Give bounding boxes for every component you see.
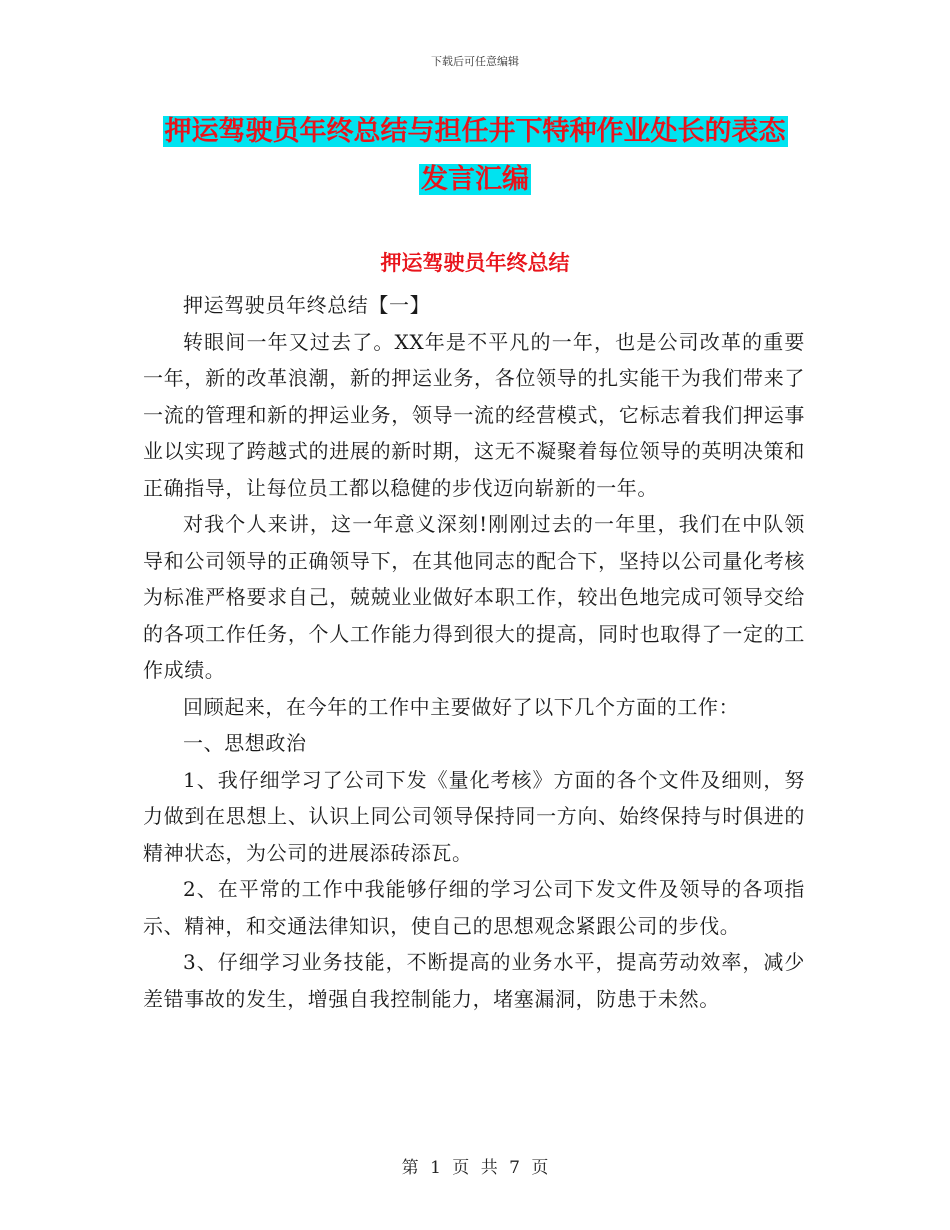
paragraph: 转眼间一年又过去了。XX年是不平凡的一年，也是公司改革的重要一年，新的改革浪潮，新的押运业务，各位领导的扎实能干为我们带来了一流的管理和新的押运业务，领导一流的经营模式，它标志着我们押运事业以实现了跨越式的进展的新时期，这无不凝聚着每位领导的英明决策和正确指导，让每位员工都以稳健的步伐迈向崭新的一年。 (143, 329, 805, 500)
paragraph: 回顾起来，在今年的工作中主要做好了以下几个方面的工作： (183, 694, 740, 719)
paragraph: 1、我仔细学习了公司下发《量化考核》方面的各个文件及细则，努力做到在思想上、认识上同公司领导保持同一方向、始终保持与时俱进的精神状态，为公司的进展添砖添瓦。 (143, 767, 805, 865)
page-number: 第 1 页 共 7 页 (401, 1158, 549, 1178)
paragraph-heading: 一、思想政治 (183, 731, 307, 755)
paragraph: 对我个人来讲，这一年意义深刻!刚刚过去的一年里，我们在中队领导和公司领导的正确领导下，在其他同志的配合下，坚持以公司量化考核为标准严格要求自己，兢兢业业做好本职工作，较出色地完成可领导交给的各项工作任务，个人工作能力得到很大的提高，同时也取得了一定的工作成绩。 (143, 512, 805, 682)
paragraph: 3、仔细学习业务技能，不断提高的业务水平，提高劳动效率，减少差错事故的发生，增强自我控制能力，堵塞漏洞，防患于未然。 (143, 950, 805, 1011)
document-body (143, 287, 805, 1017)
section-title: 押运驾驶员年终总结 (380, 251, 570, 275)
paragraph-subtitle: 押运驾驶员年终总结【一】 (183, 293, 431, 317)
paragraph: 2、在平常的工作中我能够仔细的学习公司下发文件及领导的各项指示、精神，和交通法律知识，使自己的思想观念紧跟公司的步伐。 (143, 877, 805, 938)
header-note: 下载后可任意编辑 (431, 55, 519, 68)
document-title-line1: 押运驾驶员年终总结与担任井下特种作业处长的表态 (164, 116, 786, 147)
document-title-line2: 发言汇编 (421, 164, 529, 195)
document-title (0, 108, 950, 204)
